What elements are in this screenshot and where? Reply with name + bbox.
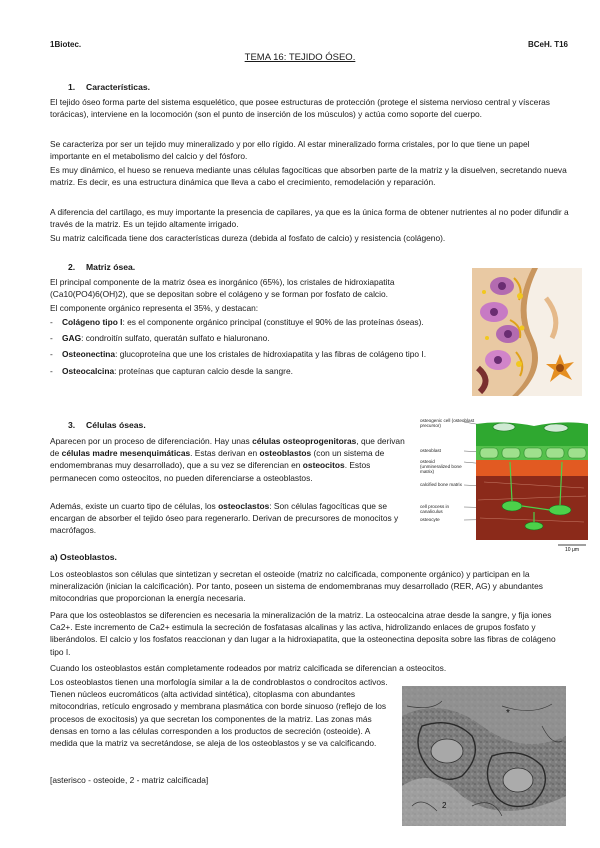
- s2-paragraph-1: El principal componente de la matriz ósea es inorgánico (65%), los cristales de hidroxiapatita (Ca10(PO4)6(OH)2), que se depositan sobre el colágeno y se forman por fosfato de calcio.: [50, 277, 395, 300]
- s1-paragraph-3: Es muy dinámico, el hueso se renueva mediante unas células fagocíticas que absorben parte de la matriz y la disuelven, secretando nueva matriz. Es decir, es una estructura dinámica que lleva a cabo el crecimiento, remodelación y reparación.: [50, 165, 567, 188]
- micrograph-marker-asterisk: *: [506, 708, 510, 719]
- label-cell-process: cell process in canaliculus: [420, 504, 450, 515]
- organic-components-list: [48, 316, 470, 377]
- label-osteogenic-cell: osteogenic cell (osteoblast precursor): [420, 418, 475, 429]
- section-2-heading: 2. Matriz ósea.: [68, 262, 136, 272]
- sa-paragraph-3: Cuando los osteoblastos están completamente rodeados por matriz calcificada se diferencian a osteocitos.: [50, 663, 447, 673]
- label-osteoblast: osteoblast: [420, 448, 441, 453]
- micrograph-marker-2: 2: [442, 801, 447, 810]
- page-title: TEMA 16: TEJIDO ÓSEO.: [244, 52, 356, 63]
- sa-paragraph-5: [asterisco - osteoide, 2 - matriz calcificada]: [50, 775, 209, 785]
- osteoblast-micrograph: [402, 686, 566, 826]
- bone-matrix-illustration: [472, 268, 582, 396]
- list-item: - Osteocalcina: proteínas que capturan calcio desde la sangre.: [48, 365, 470, 377]
- header-left: 1Biotec.: [50, 40, 82, 49]
- list-item: - Osteonectina: glucoproteína que une los cristales de hidroxiapatita y las fibras de colágeno tipo I.: [48, 348, 470, 360]
- header-right: BCeH. T16: [527, 40, 568, 49]
- s3-paragraph-2: Además, existe un cuarto tipo de células, los osteoclastos: Son células fagocíticas que se encargan de absorber el tejido óseo para regenerarlo. Derivan de precursores de monocitos y macrófagos.: [50, 501, 399, 536]
- list-item: - Colágeno tipo I: es el componente orgánico principal (constituye el 90% de las proteínas óseas).: [48, 316, 470, 328]
- bone-cells-figure: [420, 418, 588, 552]
- label-osteocyte: osteocyte: [420, 517, 440, 522]
- scale-bar-label: 10 μm: [565, 547, 579, 552]
- sa-paragraph-4: Los osteoblastos tienen una morfología similar a la de condroblastos o condrocitos activos. Tienen núcleos eucromáticos (alta actividad sintética), citoplasma con abundantes mitocondrias, retículo engrosado y membrana plasmática con borde sinuoso (reflejo de los procesos de exocitosis) ya que secretan los componentes de la matriz. Las zonas más densas en torno a las células corresponden a los productos de secreción (osteoide). A medida que la matriz va secretándose, se aleja de los osteoblastos y se va calcificando.: [50, 677, 388, 749]
- s1-paragraph-1: El tejido óseo forma parte del sistema esquelético, que posee estructuras de protección (protege el sistema nervioso central y vísceras torácicas), interviene en la locomoción (son el punto de inserción de los músculos) y actúa como soporte del cuerpo.: [50, 97, 550, 120]
- label-calcified-matrix: calcified bone matrix: [420, 482, 462, 487]
- section-1-heading: 1. Características.: [68, 82, 151, 92]
- section-3-heading: 3. Células óseas.: [68, 420, 146, 430]
- s1-paragraph-4: A diferencia del cartílago, es muy importante la presencia de capilares, ya que es la única forma de obtener nutrientes al no poder difundir a través de la matriz. Es un tejido altamente irrigado.: [50, 207, 569, 230]
- s3-paragraph-1: Aparecen por un proceso de diferenciación. Hay unas células osteoprogenitoras, que derivan de células madre mesenquimáticas. Estas derivan en osteoblastos (con un sistema de endomembranas muy desarrollado), que a su vez se diferencian en osteocitos. Estos permanecen como osteocitos, no pueden diferenciarse a osteoblastos.: [50, 436, 405, 483]
- list-item: - GAG: condroitín sulfato, queratán sulfato e hialuronano.: [48, 332, 470, 344]
- label-osteoid: osteoid (unmineralized bone matrix): [420, 459, 462, 475]
- sa-paragraph-1: Los osteoblastos son células que sintetizan y secretan el osteoide (matriz no calcificada, componente orgánico) y participan en la mineralización (inician la calcificación). Por tanto, poseen un sistema de endomembranas muy desarrollado (RER, AG) y abundantes mitocondrias que proporcionan la energía necesaria.: [50, 569, 543, 604]
- s2-paragraph-2: El componente orgánico representa el 35%, y destacan:: [50, 303, 259, 313]
- s1-paragraph-5: Su matriz calcificada tiene dos características dureza (debida al fosfato de calcio) y resistencia (colágeno).: [50, 233, 446, 243]
- bone-cells-diagram: [464, 418, 588, 552]
- subsection-a-heading: a) Osteoblastos.: [50, 552, 117, 562]
- s1-paragraph-2: Se caracteriza por ser un tejido muy mineralizado y por ello rígido. Al estar mineralizado forma cristales, por lo que tiene un papel importante en el metabolismo del calcio y del fósforo.: [50, 139, 530, 162]
- sa-paragraph-2: Para que los osteoblastos se diferencien es necesaria la mineralización de la matriz. La osteocalcina atrae desde la sangre, y fija iones Ca2+. Este incremento de Ca2+ estimula la secreción de fosfatasas alcalinas y las activa, hidrolizando enlaces de grupos fosfato y liberándolos. El calcio y los fosfatos reaccionan y dan lugar a la hidroxiapatita, que la osteonectina deposita sobre las fibras de colágeno tipo I.: [50, 610, 556, 657]
